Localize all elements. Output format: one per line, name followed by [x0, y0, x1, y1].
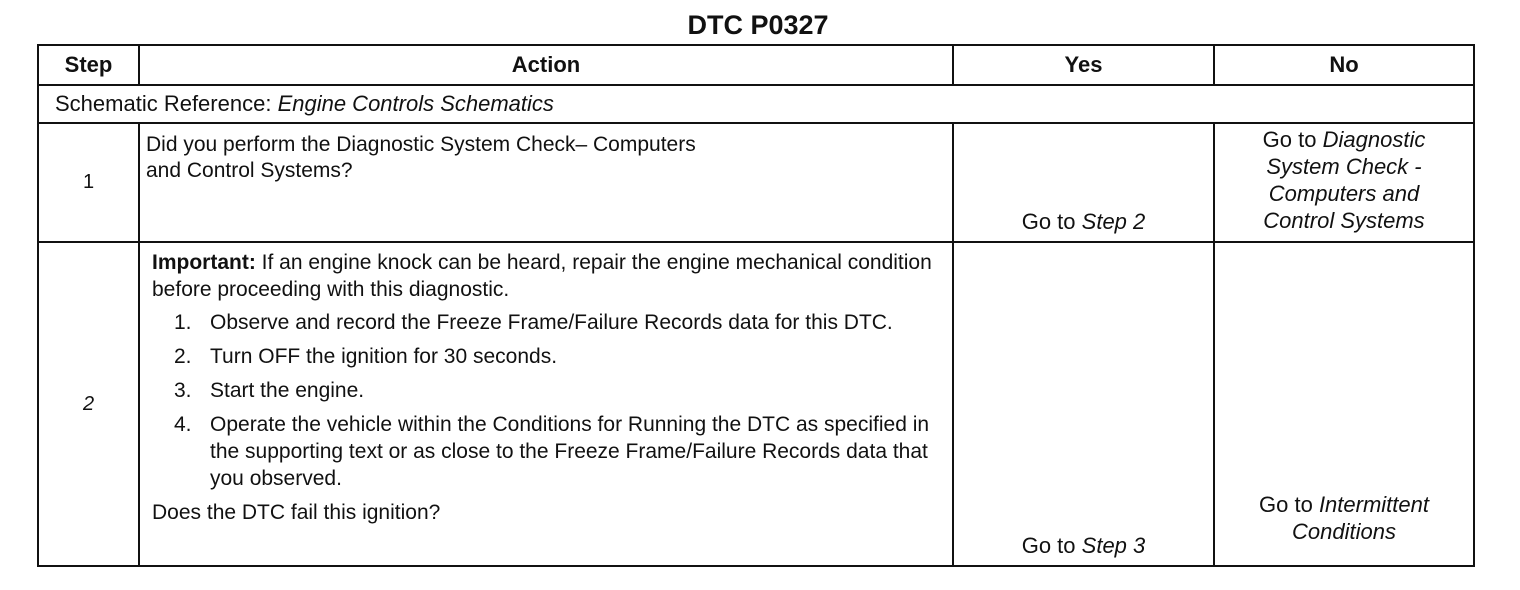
- schematic-label: Schematic Reference:: [55, 91, 272, 116]
- no-goto[interactable]: [1215, 491, 1473, 545]
- goto-target[interactable]: Intermittent: [1318, 492, 1429, 517]
- goto-target[interactable]: System Check -: [1266, 154, 1422, 179]
- list-number: 2.: [174, 345, 192, 368]
- important-text: If an engine knock can be heard, repair the engine mechanical condition before proceeding with this diagnostic.: [152, 251, 932, 301]
- action-cell: [139, 242, 953, 566]
- action-line: and Control Systems?: [146, 159, 353, 182]
- goto-target[interactable]: Conditions: [1292, 519, 1396, 544]
- procedure-list: [152, 309, 944, 492]
- list-text: Start the engine.: [210, 379, 365, 402]
- yes-goto[interactable]: [954, 209, 1213, 235]
- list-item: [152, 411, 944, 492]
- goto-prefix: Go to: [1021, 209, 1076, 234]
- yes-cell: [953, 242, 1214, 566]
- no-goto[interactable]: [1215, 124, 1473, 234]
- goto-prefix: Go to: [1021, 533, 1076, 558]
- goto-target[interactable]: Control Systems: [1263, 208, 1425, 233]
- no-header: No: [1214, 45, 1474, 85]
- action-line: Did you perform the Diagnostic System Check– Computers: [146, 133, 696, 156]
- no-cell: [1214, 242, 1474, 566]
- list-number: 3.: [174, 379, 192, 402]
- goto-target[interactable]: Computers and: [1268, 181, 1420, 206]
- diagnostic-table: [37, 44, 1475, 567]
- goto-prefix: Go to: [1259, 492, 1313, 517]
- table-row: [38, 123, 1474, 242]
- list-number: 4.: [174, 413, 192, 436]
- question-text: Does the DTC fail this ignition?: [152, 501, 441, 524]
- step-number: 2: [38, 242, 139, 566]
- goto-target[interactable]: Diagnostic: [1322, 127, 1426, 152]
- list-item: [152, 377, 944, 404]
- schematic-row: [38, 85, 1474, 123]
- action-header: Action: [139, 45, 953, 85]
- table-row: [38, 242, 1474, 566]
- yes-header: Yes: [953, 45, 1214, 85]
- no-cell: [1214, 123, 1474, 242]
- goto-target[interactable]: Step 3: [1081, 533, 1146, 558]
- list-number: 1.: [174, 311, 192, 334]
- yes-cell: [953, 123, 1214, 242]
- action-cell: [139, 123, 953, 242]
- list-item: [152, 343, 944, 370]
- schematic-link[interactable]: Engine Controls Schematics: [277, 91, 554, 116]
- goto-prefix: Go to: [1262, 127, 1317, 152]
- goto-target[interactable]: Step 2: [1081, 209, 1146, 234]
- list-item: [152, 309, 944, 336]
- yes-goto[interactable]: [954, 533, 1213, 559]
- important-note: [152, 249, 944, 303]
- header-row: [38, 45, 1474, 85]
- document-title: DTC P0327: [687, 10, 829, 40]
- list-text: Turn OFF the ignition for 30 seconds.: [210, 345, 558, 368]
- important-label: Important:: [152, 251, 256, 274]
- list-text: Observe and record the Freeze Frame/Failure Records data for this DTC.: [210, 311, 893, 334]
- step-header: Step: [38, 45, 139, 85]
- schematic-reference: [38, 85, 1474, 123]
- step-number: 1: [38, 123, 139, 242]
- list-text: Operate the vehicle within the Conditions for Running the DTC as specified in the supporting text or as close to the Freeze Frame/Failure Records data that you observed.: [210, 413, 930, 490]
